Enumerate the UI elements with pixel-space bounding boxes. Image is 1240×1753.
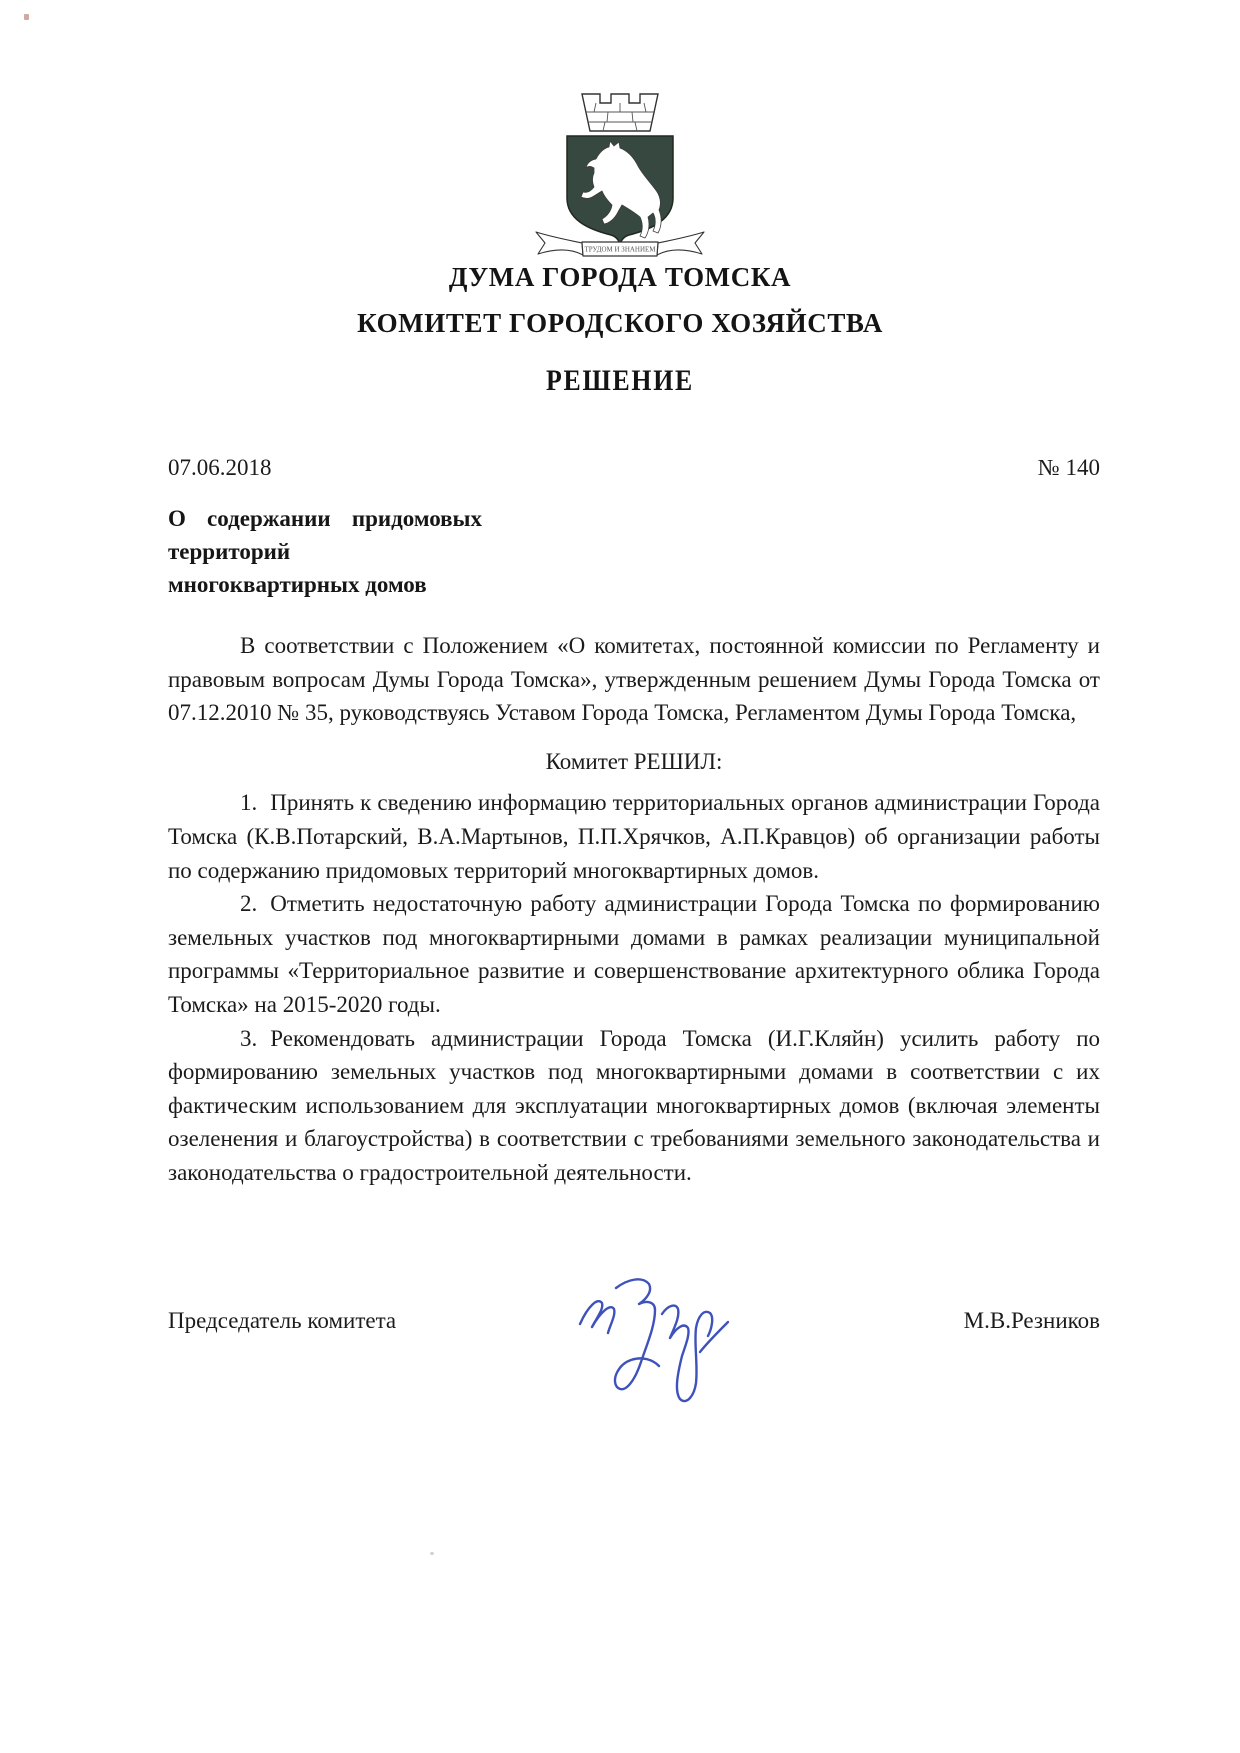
resolution-item <box>168 887 1100 1021</box>
coat-shield <box>567 136 673 245</box>
mural-crown-icon <box>582 94 658 131</box>
signer-name: М.В.Резников <box>963 1308 1100 1333</box>
resolution-item <box>168 1022 1100 1190</box>
motto-text: ТРУДОМ И ЗНАНИЕМ <box>584 245 656 254</box>
item-text: Отметить недостаточную работу администрации Города Томска по формированию земельных участков под многоквартирными домами в рамках реализации муниципальной программы «Территориальное развитие и совершенствование архитектурного облика Города Томска» на 2015-2020 годы. <box>168 891 1100 1017</box>
handwritten-signature <box>568 1252 743 1442</box>
committee-name: КОМИТЕТ ГОРОДСКОГО ХОЗЯЙСТВА <box>357 308 883 338</box>
meta-row <box>168 455 1100 481</box>
tomsk-coat-of-arms <box>530 86 710 264</box>
scan-artifact <box>24 14 29 20</box>
document-subject: О содержании придомовых территорий многоквартирных домов <box>168 506 482 597</box>
item-number: 3. <box>240 1025 258 1051</box>
item-number: 1. <box>240 790 258 816</box>
signer-role: Председатель комитета <box>168 1308 397 1333</box>
document-number: № 140 <box>1037 455 1100 480</box>
resolution-item <box>168 786 1100 887</box>
resolved-heading: Комитет РЕШИЛ: <box>545 748 723 774</box>
item-text: Принять к сведению информацию территориальных органов администрации Города Томска (К.В.Потарский, В.А.Мартынов, П.П.Хрячков, А.П.Кравцов) об организации работы по содержанию придомовых территорий многоквартирных домов. <box>168 790 1100 883</box>
intro-paragraph: В соответствии с Положением «О комитетах, постоянной комиссии по Регламенту и правовым вопросам Думы Города Томска», утвержденным решением Думы Города Томска от 07.12.2010 № 35, руководствуясь Уставом Города Томска, Регламентом Думы Города Томска, <box>168 633 1100 726</box>
document-type-title <box>0 364 1240 398</box>
document-date: 07.06.2018 <box>168 455 272 480</box>
coat-of-arms-icon <box>530 86 710 264</box>
scan-artifact <box>430 1552 434 1555</box>
organization-name: ДУМА ГОРОДА ТОМСКА <box>448 262 792 292</box>
item-number: 2. <box>240 891 258 917</box>
item-text: Рекомендовать администрации Города Томска (И.Г.Кляйн) усилить работу по формированию земельных участков под многоквартирными домами в соответствии с их фактическим использованием для эксплуатации многоквартирных домов (включая элементы озеленения и благоустройства) в соответствии с требованиями земельного законодательства и законодательства о градостроительной деятельности. <box>168 1025 1100 1185</box>
document-type-text: РЕШЕНИЕ <box>546 364 694 397</box>
document-body <box>168 629 1100 1190</box>
